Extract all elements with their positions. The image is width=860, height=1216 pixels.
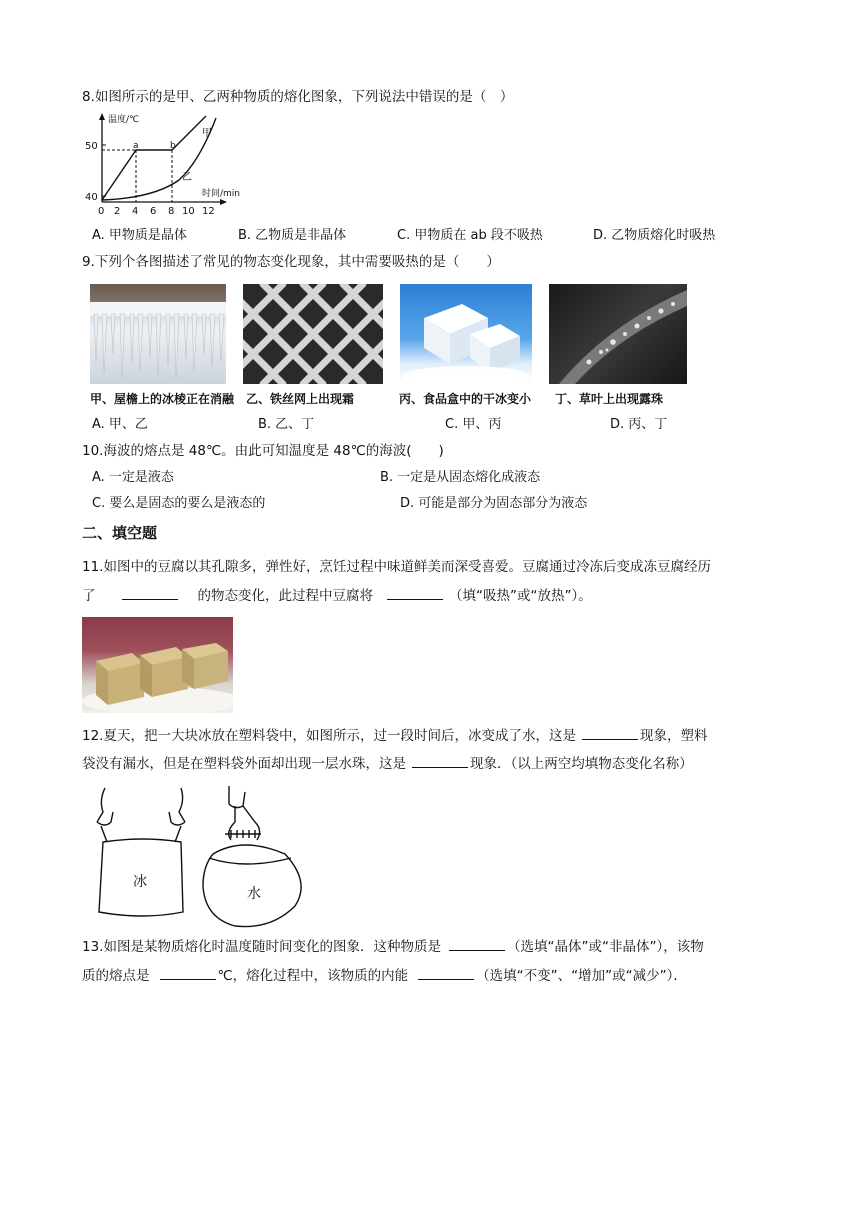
q11-text-c: （填“吸热”或“放热”）。 [449,588,592,604]
q13-text-d: ℃，熔化过程中，该物质的内能 [217,968,409,984]
q9-caption-bing: 丙、食品盒中的干冰变小 [399,392,532,406]
q9-caption-ding: 丁、草叶上出现露珠 [555,392,664,406]
q12-blank-2[interactable] [412,753,468,768]
q9-caption-jia: 甲、屋檐上的冰棱正在消融 [90,392,235,406]
q13-text-a: 13.如图是某物质熔化时温度随时间变化的图象．这种物质是 [82,939,441,955]
q13-blank-1[interactable] [449,936,505,951]
q12-blank-1[interactable] [582,725,638,740]
series-yi-line [102,118,216,200]
q12-text-c: 袋没有漏水，但是在塑料袋外面却出现一层水珠，这是 [82,756,406,772]
q13-blank-2[interactable] [160,965,216,980]
q11-text-a: 了 [82,588,96,604]
q9-option-b[interactable]: B. 乙、丁 [258,417,315,432]
q12-text-b: 现象，塑料 [639,728,708,744]
q9-option-a[interactable]: A. 甲、乙 [92,417,148,432]
q13-blank-3[interactable] [418,965,474,980]
point-b-label: b [170,141,176,151]
q10-option-b[interactable]: B. 一定是从固态熔化成液态 [380,470,541,485]
photo-dry-ice [400,284,532,384]
q10-stem: 10.海波的熔点是 48℃。由此可知温度是 48℃的海波( ) [82,443,444,459]
q11-blank-2[interactable] [387,585,443,600]
q9-option-c[interactable]: C. 甲、丙 [445,417,502,432]
q8-option-b[interactable]: B. 乙物质是非晶体 [238,228,347,243]
photo-dew-leaf [549,284,687,384]
label-yi: 乙 [182,172,192,183]
bag-label-water: 水 [247,886,261,902]
q8-melting-graph [84,110,284,220]
q13-text-c: 质的熔点是 [82,968,150,984]
q8-option-a[interactable]: A. 甲物质是晶体 [92,228,187,243]
q8-option-c[interactable]: C. 甲物质在 ab 段不吸热 [397,228,543,243]
y-axis-arrow [99,113,105,120]
point-a-label: a [133,141,139,151]
q11-blank-1[interactable] [122,585,178,600]
ytick-50: 50 [85,141,98,152]
bag-label-ice: 冰 [133,874,147,890]
q10-option-a[interactable]: A. 一定是液态 [92,470,174,485]
q8-stem: 8.如图所示的是甲、乙两种物质的熔化图象，下列说法中错误的是（ ） [82,89,514,105]
q10-option-d[interactable]: D. 可能是部分为固态部分为液态 [400,496,588,511]
q11-line1: 11.如图中的豆腐以其孔隙多，弹性好，烹饪过程中味道鲜美而深受喜爱。豆腐通过冷冻后变成冻豆腐经历 [82,559,711,575]
series-jia-line [102,116,206,200]
q9-option-d[interactable]: D. 丙、丁 [610,417,668,432]
photo-frost-mesh [243,284,383,384]
q9-stem: 9.下列个各图描述了常见的物态变化现象，其中需要吸热的是（ ） [82,254,500,270]
q9-caption-yi: 乙、铁丝网上出现霜 [246,392,355,406]
photo-frozen-tofu [82,617,233,713]
q13-text-b: （选填“晶体”或“非晶体”），该物 [506,939,704,955]
q12-text-d: 现象．（以上两空均填物态变化名称） [470,756,693,772]
label-jia: 甲 [202,128,212,139]
xtick-4: 4 [132,206,139,217]
xtick-10: 10 [182,206,195,217]
q11-line2 [82,585,592,606]
x-axis-label: 时间/min [202,189,241,199]
ice-bag-drawings [85,782,315,930]
ytick-40: 40 [85,192,98,203]
xtick-0: 0 [98,206,105,217]
xtick-8: 8 [168,206,175,217]
section-fill-in-blank: 二、填空题 [82,524,158,542]
q12-line1 [82,725,707,746]
q13-line1 [82,936,704,957]
y-axis-label: 温度/℃ [108,115,140,125]
photo-icicles [90,284,226,384]
xtick-6: 6 [150,206,157,217]
q11-text-b: 的物态变化，此过程中豆腐将 [197,588,373,604]
q12-text-a: 12.夏天，把一大块冰放在塑料袋中，如图所示，过一段时间后，冰变成了水，这是 [82,728,576,744]
q12-line2 [82,753,693,774]
q10-option-c[interactable]: C. 要么是固态的要么是液态的 [92,496,266,511]
q8-option-d[interactable]: D. 乙物质熔化时吸热 [593,228,716,243]
x-axis-arrow [220,199,227,205]
q13-line2 [82,965,687,986]
q13-text-e: （选填“不变”、“增加”或“减少”）． [476,968,687,984]
xtick-12: 12 [202,206,215,217]
xtick-2: 2 [114,206,121,217]
